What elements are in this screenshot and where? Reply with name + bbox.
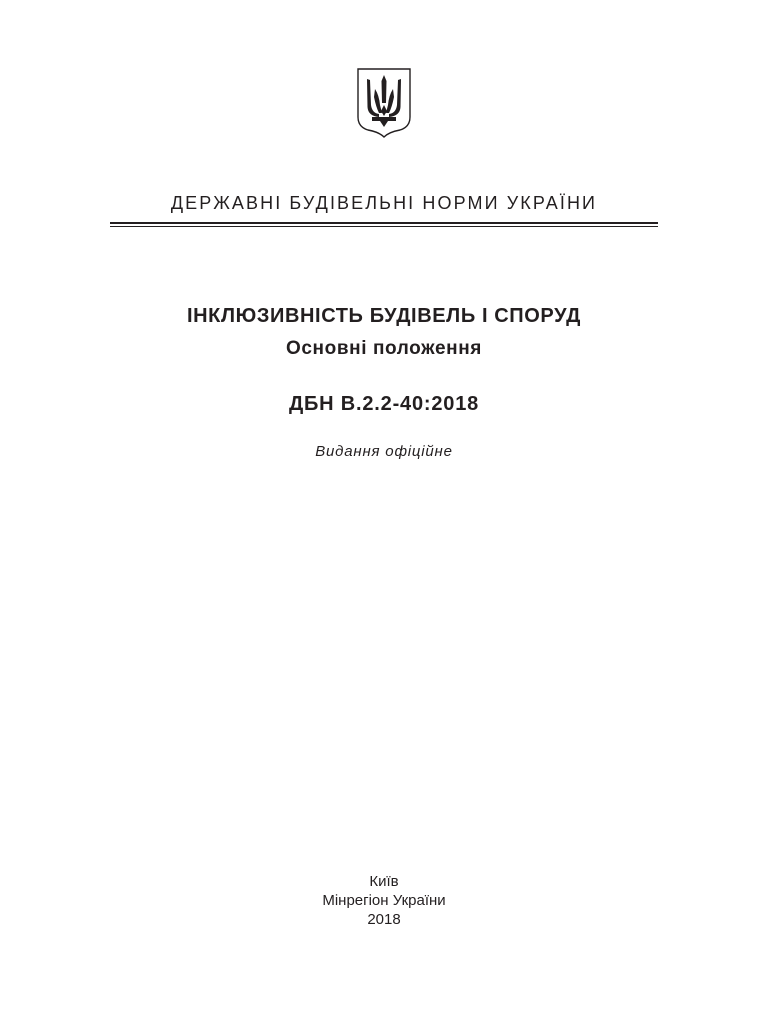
document-title: ІНКЛЮЗИВНІСТЬ БУДІВЕЛЬ І СПОРУД — [186, 305, 581, 327]
imprint-publisher: Мінрегіон України — [322, 892, 446, 909]
coat-of-arms-trident-icon — [355, 67, 413, 139]
document-subtitle: Основні положення — [286, 338, 482, 359]
imprint-year: 2018 — [367, 911, 401, 928]
imprint-city: Київ — [369, 873, 399, 890]
document-code: ДБН В.2.2-40:2018 — [288, 393, 480, 415]
edition-note: Видання офіційне — [315, 443, 453, 460]
document-series-heading: ДЕРЖАВНІ БУДІВЕЛЬНІ НОРМИ УКРАЇНИ — [170, 193, 598, 213]
header-divider — [110, 222, 658, 228]
divider-thin-line — [110, 226, 658, 227]
divider-thick-line — [110, 222, 658, 224]
imprint-block — [0, 872, 768, 929]
